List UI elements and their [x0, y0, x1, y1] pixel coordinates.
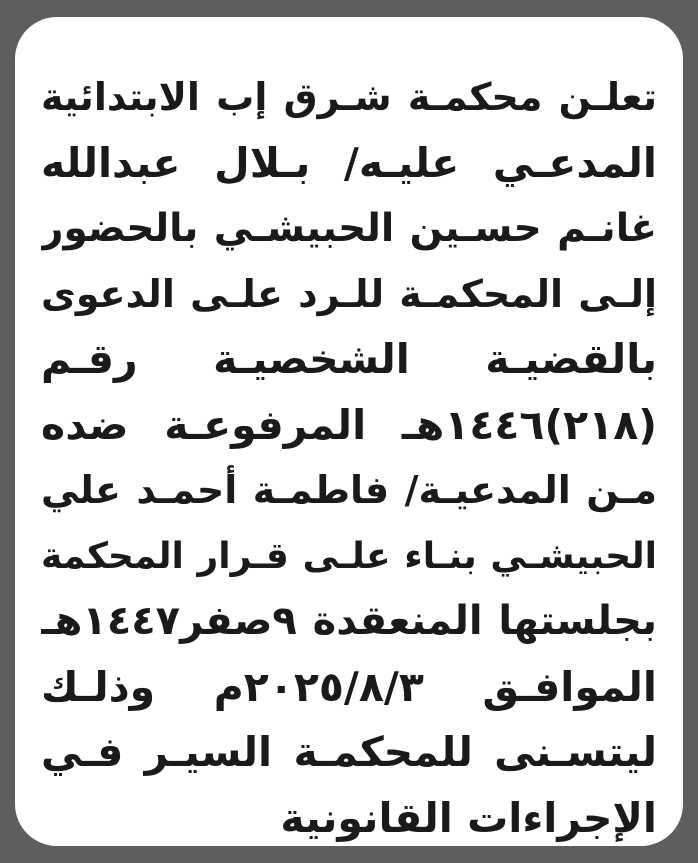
notice-line-4: إلـى المحكمـة للـرد علـى الدعوى	[41, 271, 657, 316]
notice-line-8: الحبيشـي بنـاء علـى قـرار المحكمة	[41, 535, 657, 577]
notice-line-2: المدعـي عليـه/ بـلال عبدالله	[41, 138, 657, 187]
notice-line-7: مـن المدعيـة/ فاطمـة أحمـد علي	[41, 468, 657, 512]
notice-line-9: بجلستها المنعقدة ٩صفر١٤٤٧هـ	[41, 598, 657, 644]
notice-line-1: تعلـن محكمـة شـرق إب الابتدائية	[41, 75, 657, 119]
notice-line-6: (٢١٨)١٤٤٦هـ المرفوعـة ضده	[41, 400, 657, 449]
notice-line-3: غانـم حسـين الحبيشـي بالحضور	[41, 206, 657, 251]
notice-card	[15, 17, 683, 846]
notice-line-11: ليتسـنى للمحكمـة السيـر فـي	[41, 728, 657, 776]
notice-line-10: الموافـق ٢٠٢٥/٨/٣م وذلـك	[41, 662, 657, 711]
notice-line-12: الإجراءات القانونية	[280, 793, 657, 842]
notice-text	[41, 65, 657, 846]
notice-line-5: بالقضيـة الشخصيـة رقـم	[41, 335, 657, 383]
